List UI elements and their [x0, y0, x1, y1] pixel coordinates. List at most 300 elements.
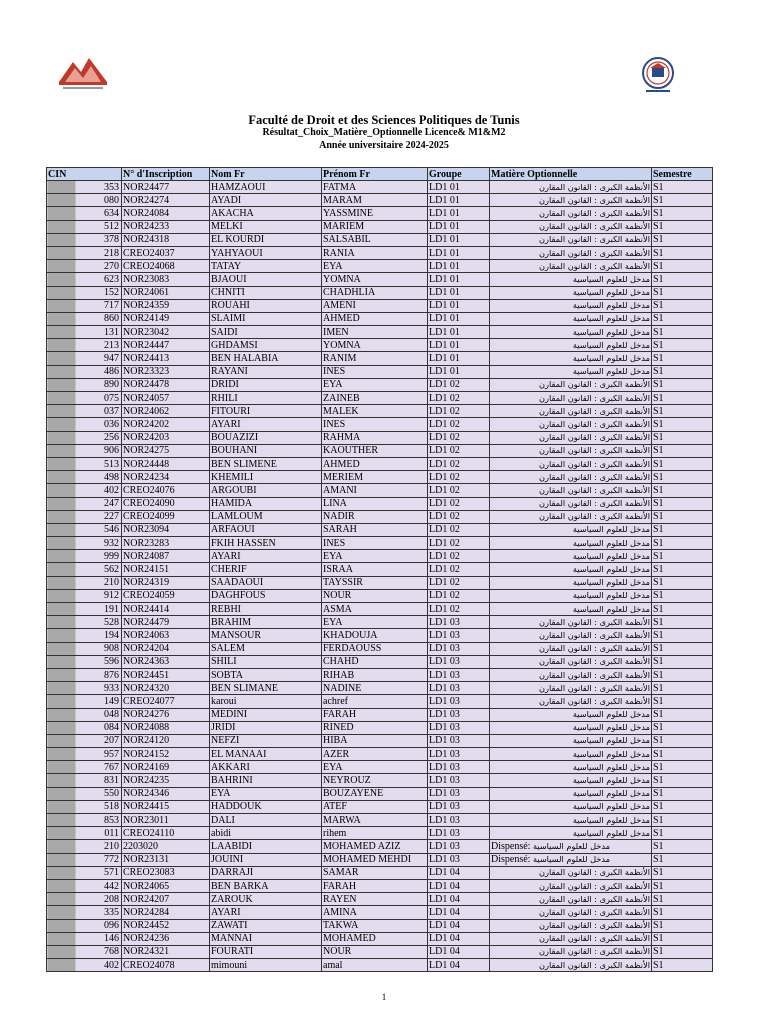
cell-matiere: مدخل للعلوم السياسية — [490, 800, 652, 813]
table-row — [47, 695, 713, 708]
cell-cin: 932 — [47, 537, 122, 550]
table-row — [47, 589, 713, 602]
cell-nom: REBHI — [210, 603, 322, 616]
cell-semestre: S1 — [652, 708, 713, 721]
cell-cin: 513 — [47, 457, 122, 470]
cell-inscription: CREO24110 — [122, 827, 210, 840]
cell-prenom: ISRAA — [322, 563, 428, 576]
cell-matiere: الأنظمة الكبرى : القانون المقارن — [490, 194, 652, 207]
cell-cin: 908 — [47, 642, 122, 655]
cell-cin: 562 — [47, 563, 122, 576]
cell-groupe: LD1 04 — [428, 906, 490, 919]
cell-prenom: INES — [322, 418, 428, 431]
cell-inscription: CREO24059 — [122, 589, 210, 602]
cell-nom: TATAY — [210, 260, 322, 273]
cell-semestre: S1 — [652, 695, 713, 708]
cell-semestre: S1 — [652, 484, 713, 497]
cell-groupe: LD1 02 — [428, 471, 490, 484]
university-logo — [55, 52, 111, 92]
cell-groupe: LD1 01 — [428, 286, 490, 299]
cell-groupe: LD1 02 — [428, 497, 490, 510]
cell-groupe: LD1 03 — [428, 774, 490, 787]
cell-inscription: NOR24319 — [122, 576, 210, 589]
cell-semestre: S1 — [652, 378, 713, 391]
cell-cin: 194 — [47, 629, 122, 642]
cell-matiere: Dispensé: مدخل للعلوم السياسية — [490, 853, 652, 866]
cell-nom: BOUHANI — [210, 444, 322, 457]
cell-nom: BRAHIM — [210, 616, 322, 629]
cell-prenom: MARAM — [322, 194, 428, 207]
cell-groupe: LD1 03 — [428, 827, 490, 840]
cell-nom: ARGOUBI — [210, 484, 322, 497]
cell-prenom: KHADOUJA — [322, 629, 428, 642]
cell-cin: 768 — [47, 945, 122, 958]
cell-semestre: S1 — [652, 919, 713, 932]
cell-prenom: TAYSSIR — [322, 576, 428, 589]
cell-matiere: الأنظمة الكبرى : القانون المقارن — [490, 893, 652, 906]
cell-prenom: CHADHLIA — [322, 286, 428, 299]
cell-matiere: مدخل للعلوم السياسية — [490, 748, 652, 761]
cell-prenom: CHAHD — [322, 655, 428, 668]
cell-inscription: NOR23323 — [122, 365, 210, 378]
table-row — [47, 563, 713, 576]
cell-prenom: FARAH — [322, 708, 428, 721]
page-number: 1 — [381, 992, 387, 1002]
cell-semestre: S1 — [652, 352, 713, 365]
cell-groupe: LD1 02 — [428, 550, 490, 563]
cell-groupe: LD1 01 — [428, 260, 490, 273]
cell-cin: 912 — [47, 589, 122, 602]
cell-matiere: الأنظمة الكبرى : القانون المقارن — [490, 695, 652, 708]
cell-cin: 152 — [47, 286, 122, 299]
cell-inscription: CREO23083 — [122, 866, 210, 879]
cell-inscription: NOR24057 — [122, 392, 210, 405]
cell-inscription: NOR23283 — [122, 537, 210, 550]
cell-nom: EYA — [210, 787, 322, 800]
table-row — [47, 734, 713, 747]
cell-semestre: S1 — [652, 339, 713, 352]
cell-cin: 486 — [47, 365, 122, 378]
cell-prenom: NOUR — [322, 589, 428, 602]
cell-cin: 011 — [47, 827, 122, 840]
cell-groupe: LD1 01 — [428, 339, 490, 352]
table-row — [47, 668, 713, 681]
cell-prenom: MARWA — [322, 814, 428, 827]
cell-matiere: مدخل للعلوم السياسية — [490, 576, 652, 589]
cell-matiere: الأنظمة الكبرى : القانون المقارن — [490, 233, 652, 246]
cell-inscription: NOR24320 — [122, 682, 210, 695]
cell-cin: 528 — [47, 616, 122, 629]
cell-nom: SLAIMI — [210, 312, 322, 325]
cell-prenom: RINED — [322, 721, 428, 734]
cell-nom: JOUINI — [210, 853, 322, 866]
table-row — [47, 378, 713, 391]
cell-nom: DAGHFOUS — [210, 589, 322, 602]
table-row — [47, 510, 713, 523]
cell-groupe: LD1 03 — [428, 616, 490, 629]
cell-groupe: LD1 01 — [428, 220, 490, 233]
cell-groupe: LD1 02 — [428, 405, 490, 418]
cell-prenom: ASMA — [322, 603, 428, 616]
cell-cin: 353 — [47, 181, 122, 194]
cell-groupe: LD1 03 — [428, 787, 490, 800]
cell-prenom: INES — [322, 537, 428, 550]
cell-prenom: EYA — [322, 616, 428, 629]
cell-inscription: NOR24414 — [122, 603, 210, 616]
table-row — [47, 339, 713, 352]
cell-nom: GHDAMSI — [210, 339, 322, 352]
cell-cin: 210 — [47, 576, 122, 589]
cell-cin: 906 — [47, 444, 122, 457]
cell-inscription: NOR24061 — [122, 286, 210, 299]
table-row — [47, 879, 713, 892]
table-row — [47, 932, 713, 945]
cell-inscription: NOR24276 — [122, 708, 210, 721]
cell-semestre: S1 — [652, 893, 713, 906]
table-row — [47, 748, 713, 761]
cell-prenom: amal — [322, 959, 428, 972]
cell-semestre: S1 — [652, 774, 713, 787]
cell-semestre: S1 — [652, 642, 713, 655]
cell-semestre: S1 — [652, 550, 713, 563]
cell-nom: CHERIF — [210, 563, 322, 576]
cell-nom: HAMZAOUI — [210, 181, 322, 194]
cell-matiere: مدخل للعلوم السياسية — [490, 339, 652, 352]
cell-cin: 247 — [47, 497, 122, 510]
cell-cin: 218 — [47, 246, 122, 259]
cell-cin: 957 — [47, 748, 122, 761]
cell-inscription: NOR24207 — [122, 893, 210, 906]
cell-inscription: NOR24233 — [122, 220, 210, 233]
cell-semestre: S1 — [652, 906, 713, 919]
cell-semestre: S1 — [652, 734, 713, 747]
cell-semestre: S1 — [652, 207, 713, 220]
cell-inscription: NOR24284 — [122, 906, 210, 919]
cell-cin: 146 — [47, 932, 122, 945]
cell-semestre: S1 — [652, 576, 713, 589]
table-row — [47, 642, 713, 655]
cell-prenom: MARIEM — [322, 220, 428, 233]
cell-matiere: مدخل للعلوم السياسية — [490, 708, 652, 721]
cell-groupe: LD1 03 — [428, 734, 490, 747]
table-row — [47, 326, 713, 339]
cell-groupe: LD1 04 — [428, 959, 490, 972]
cell-inscription: NOR24234 — [122, 471, 210, 484]
cell-cin: 498 — [47, 471, 122, 484]
table-row — [47, 286, 713, 299]
cell-matiere: مدخل للعلوم السياسية — [490, 523, 652, 536]
cell-cin: 080 — [47, 194, 122, 207]
cell-matiere: مدخل للعلوم السياسية — [490, 589, 652, 602]
cell-groupe: LD1 01 — [428, 207, 490, 220]
table-row — [47, 866, 713, 879]
cell-matiere: الأنظمة الكبرى : القانون المقارن — [490, 906, 652, 919]
cell-prenom: MOHAMED — [322, 932, 428, 945]
table-row — [47, 352, 713, 365]
cell-inscription: CREO24068 — [122, 260, 210, 273]
table-row — [47, 207, 713, 220]
cell-semestre: S1 — [652, 457, 713, 470]
cell-nom: HAMIDA — [210, 497, 322, 510]
cell-inscription: NOR24169 — [122, 761, 210, 774]
cell-matiere: الأنظمة الكبرى : القانون المقارن — [490, 932, 652, 945]
cell-semestre: S1 — [652, 814, 713, 827]
table-row — [47, 299, 713, 312]
cell-groupe: LD1 01 — [428, 365, 490, 378]
cell-prenom: AHMED — [322, 457, 428, 470]
cell-semestre: S1 — [652, 537, 713, 550]
table-row — [47, 853, 713, 866]
cell-semestre: S1 — [652, 326, 713, 339]
cell-nom: MANSOUR — [210, 629, 322, 642]
document-header — [0, 113, 768, 152]
cell-nom: ZAROUK — [210, 893, 322, 906]
cell-groupe: LD1 02 — [428, 563, 490, 576]
cell-prenom: EYA — [322, 761, 428, 774]
table-row — [47, 523, 713, 536]
cell-matiere: الأنظمة الكبرى : القانون المقارن — [490, 682, 652, 695]
cell-matiere: مدخل للعلوم السياسية — [490, 734, 652, 747]
cell-nom: RHILI — [210, 392, 322, 405]
table-row — [47, 457, 713, 470]
cell-cin: 999 — [47, 550, 122, 563]
cell-inscription: NOR24204 — [122, 642, 210, 655]
cell-matiere: الأنظمة الكبرى : القانون المقارن — [490, 959, 652, 972]
table-row — [47, 682, 713, 695]
table-row — [47, 260, 713, 273]
column-header-inscription: N° d'Inscription — [122, 168, 210, 181]
cell-prenom: ATEF — [322, 800, 428, 813]
cell-prenom: AHMED — [322, 312, 428, 325]
cell-prenom: AMINA — [322, 906, 428, 919]
cell-semestre: S1 — [652, 879, 713, 892]
cell-matiere: الأنظمة الكبرى : القانون المقارن — [490, 655, 652, 668]
cell-inscription: NOR23011 — [122, 814, 210, 827]
cell-prenom: TAKWA — [322, 919, 428, 932]
cell-nom: ARFAOUI — [210, 523, 322, 536]
cell-matiere: مدخل للعلوم السياسية — [490, 286, 652, 299]
cell-groupe: LD1 04 — [428, 893, 490, 906]
table-row — [47, 655, 713, 668]
cell-nom: SOBTA — [210, 668, 322, 681]
cell-matiere: الأنظمة الكبرى : القانون المقارن — [490, 405, 652, 418]
cell-groupe: LD1 02 — [428, 537, 490, 550]
cell-matiere: الأنظمة الكبرى : القانون المقارن — [490, 220, 652, 233]
column-header-cin: CIN — [47, 168, 122, 181]
cell-matiere: الأنظمة الكبرى : القانون المقارن — [490, 392, 652, 405]
cell-groupe: LD1 01 — [428, 352, 490, 365]
cell-inscription: CREO24037 — [122, 246, 210, 259]
cell-nom: AYARI — [210, 550, 322, 563]
cell-prenom: SALSABIL — [322, 233, 428, 246]
cell-matiere: الأنظمة الكبرى : القانون المقارن — [490, 181, 652, 194]
cell-prenom: EYA — [322, 260, 428, 273]
table-row — [47, 893, 713, 906]
cell-semestre: S1 — [652, 629, 713, 642]
table-row — [47, 629, 713, 642]
cell-inscription: CREO24099 — [122, 510, 210, 523]
cell-semestre: S1 — [652, 299, 713, 312]
table-row — [47, 537, 713, 550]
cell-matiere: الأنظمة الكبرى : القانون المقارن — [490, 945, 652, 958]
cell-nom: KHEMILI — [210, 471, 322, 484]
table-body — [47, 181, 713, 972]
cell-semestre: S1 — [652, 510, 713, 523]
cell-cin: 191 — [47, 603, 122, 616]
cell-nom: SAIDI — [210, 326, 322, 339]
cell-prenom: rihem — [322, 827, 428, 840]
cell-cin: 131 — [47, 326, 122, 339]
cell-cin: 546 — [47, 523, 122, 536]
cell-inscription: NOR24479 — [122, 616, 210, 629]
cell-nom: AKKARI — [210, 761, 322, 774]
cell-groupe: LD1 02 — [428, 510, 490, 523]
cell-groupe: LD1 03 — [428, 748, 490, 761]
table-header-row — [47, 168, 713, 181]
cell-groupe: LD1 03 — [428, 668, 490, 681]
cell-nom: RAYANI — [210, 365, 322, 378]
cell-inscription: NOR24088 — [122, 721, 210, 734]
cell-nom: AYADI — [210, 194, 322, 207]
cell-prenom: SAMAR — [322, 866, 428, 879]
cell-prenom: RANIM — [322, 352, 428, 365]
cell-cin: 634 — [47, 207, 122, 220]
cell-prenom: IMEN — [322, 326, 428, 339]
cell-semestre: S1 — [652, 800, 713, 813]
cell-groupe: LD1 02 — [428, 576, 490, 589]
cell-groupe: LD1 03 — [428, 629, 490, 642]
table-row — [47, 246, 713, 259]
column-header-groupe: Groupe — [428, 168, 490, 181]
cell-matiere: الأنظمة الكبرى : القانون المقارن — [490, 668, 652, 681]
cell-groupe: LD1 01 — [428, 326, 490, 339]
cell-groupe: LD1 04 — [428, 919, 490, 932]
cell-matiere: مدخل للعلوم السياسية — [490, 537, 652, 550]
cell-semestre: S1 — [652, 405, 713, 418]
cell-prenom: RIHAB — [322, 668, 428, 681]
cell-matiere: مدخل للعلوم السياسية — [490, 352, 652, 365]
cell-semestre: S1 — [652, 273, 713, 286]
faculty-emblem — [636, 56, 680, 96]
cell-inscription: NOR24413 — [122, 352, 210, 365]
cell-inscription: NOR24415 — [122, 800, 210, 813]
cell-nom: DARRAJI — [210, 866, 322, 879]
cell-groupe: LD1 03 — [428, 695, 490, 708]
cell-matiere: الأنظمة الكبرى : القانون المقارن — [490, 616, 652, 629]
cell-nom: AYARI — [210, 418, 322, 431]
cell-cin: 767 — [47, 761, 122, 774]
cell-groupe: LD1 04 — [428, 932, 490, 945]
table-row — [47, 484, 713, 497]
column-header-semestre: Semestre — [652, 168, 713, 181]
table-row — [47, 919, 713, 932]
table-row — [47, 906, 713, 919]
cell-groupe: LD1 04 — [428, 945, 490, 958]
cell-semestre: S1 — [652, 220, 713, 233]
cell-matiere: الأنظمة الكبرى : القانون المقارن — [490, 879, 652, 892]
cell-prenom: LINA — [322, 497, 428, 510]
cell-inscription: NOR24448 — [122, 457, 210, 470]
cell-semestre: S1 — [652, 787, 713, 800]
cell-inscription: NOR24065 — [122, 879, 210, 892]
table-row — [47, 959, 713, 972]
cell-semestre: S1 — [652, 668, 713, 681]
cell-nom: AYARI — [210, 906, 322, 919]
cell-groupe: LD1 02 — [428, 392, 490, 405]
cell-groupe: LD1 03 — [428, 642, 490, 655]
cell-semestre: S1 — [652, 194, 713, 207]
table-row — [47, 576, 713, 589]
cell-nom: ZAWATI — [210, 919, 322, 932]
table-row — [47, 787, 713, 800]
table-row — [47, 840, 713, 853]
cell-matiere: الأنظمة الكبرى : القانون المقارن — [490, 246, 652, 259]
cell-groupe: LD1 02 — [428, 444, 490, 457]
cell-groupe: LD1 01 — [428, 273, 490, 286]
table-row — [47, 761, 713, 774]
cell-inscription: NOR24274 — [122, 194, 210, 207]
cell-groupe: LD1 01 — [428, 233, 490, 246]
cell-cin: 048 — [47, 708, 122, 721]
cell-cin: 227 — [47, 510, 122, 523]
cell-nom: FKIH HASSEN — [210, 537, 322, 550]
cell-groupe: LD1 02 — [428, 431, 490, 444]
cell-semestre: S1 — [652, 471, 713, 484]
cell-nom: AKACHA — [210, 207, 322, 220]
cell-inscription: NOR24318 — [122, 233, 210, 246]
cell-cin: 518 — [47, 800, 122, 813]
cell-matiere: مدخل للعلوم السياسية — [490, 774, 652, 787]
cell-matiere: الأنظمة الكبرى : القانون المقارن — [490, 497, 652, 510]
table-row — [47, 708, 713, 721]
cell-semestre: S1 — [652, 312, 713, 325]
cell-semestre: S1 — [652, 431, 713, 444]
table-row — [47, 774, 713, 787]
cell-semestre: S1 — [652, 932, 713, 945]
table-row — [47, 431, 713, 444]
table-row — [47, 365, 713, 378]
cell-semestre: S1 — [652, 497, 713, 510]
cell-semestre: S1 — [652, 945, 713, 958]
cell-inscription: CREO24076 — [122, 484, 210, 497]
cell-prenom: RANIA — [322, 246, 428, 259]
cell-inscription: NOR24363 — [122, 655, 210, 668]
cell-cin: 933 — [47, 682, 122, 695]
cell-inscription: NOR24087 — [122, 550, 210, 563]
cell-semestre: S1 — [652, 655, 713, 668]
cell-prenom: YOMNA — [322, 339, 428, 352]
cell-nom: SHILI — [210, 655, 322, 668]
cell-semestre: S1 — [652, 563, 713, 576]
table-row — [47, 471, 713, 484]
cell-cin: 512 — [47, 220, 122, 233]
cell-inscription: CREO24078 — [122, 959, 210, 972]
cell-groupe: LD1 01 — [428, 312, 490, 325]
cell-groupe: LD1 03 — [428, 761, 490, 774]
cell-inscription: NOR24151 — [122, 563, 210, 576]
cell-prenom: RAYEN — [322, 893, 428, 906]
cell-nom: LAMLOUM — [210, 510, 322, 523]
cell-cin: 717 — [47, 299, 122, 312]
cell-semestre: S1 — [652, 853, 713, 866]
table-row — [47, 814, 713, 827]
table-row — [47, 405, 713, 418]
cell-inscription: NOR24120 — [122, 734, 210, 747]
cell-groupe: LD1 02 — [428, 484, 490, 497]
cell-prenom: YOMNA — [322, 273, 428, 286]
cell-prenom: MOHAMED AZIZ — [322, 840, 428, 853]
cell-cin: 596 — [47, 655, 122, 668]
